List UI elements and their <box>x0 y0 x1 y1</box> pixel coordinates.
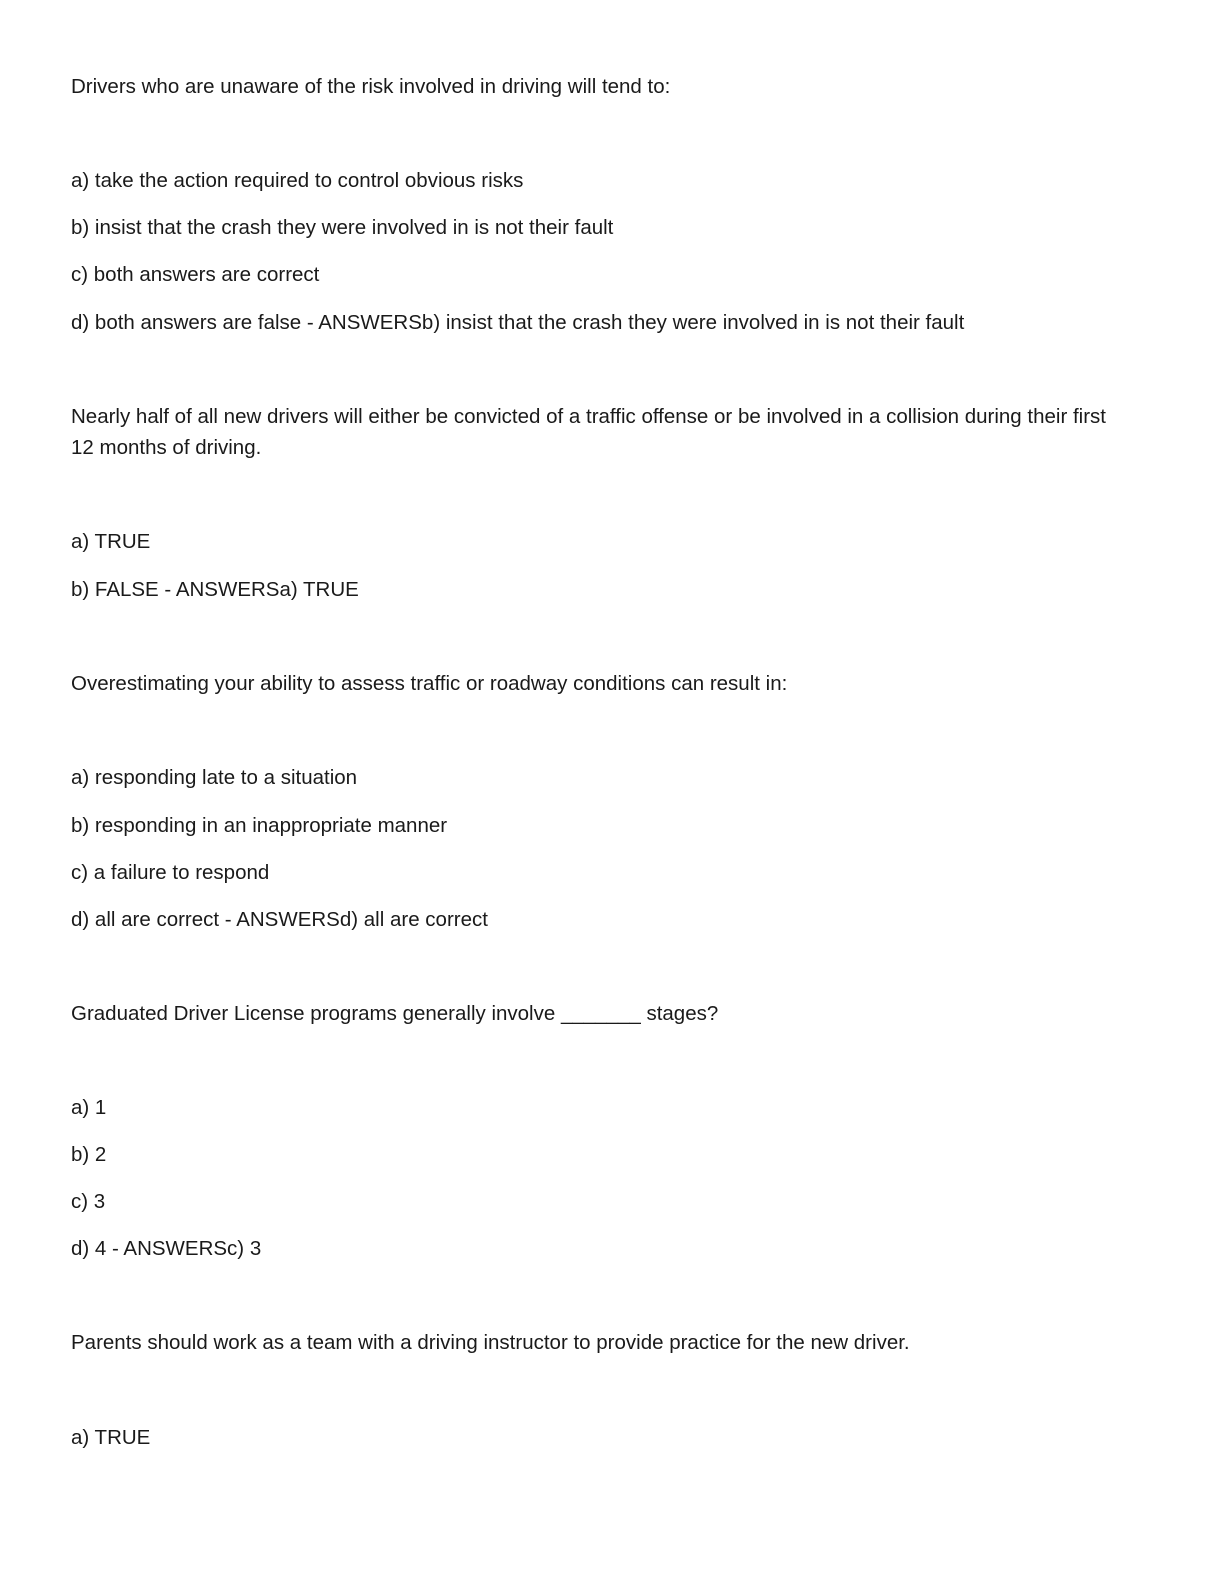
answer-option: d) 4 - ANSWERSc) 3 <box>71 1237 262 1260</box>
question-prompt: Nearly half of all new drivers will either be convicted of a traffic offense or be involved in a collision during their first 12 months of driving. <box>71 405 1106 459</box>
answer-option: c) both answers are correct <box>71 263 320 286</box>
answer-option: a) 1 <box>71 1096 107 1119</box>
answer-option: b) FALSE - ANSWERSa) TRUE <box>71 578 359 601</box>
answer-option: b) responding in an inappropriate manner <box>71 814 448 837</box>
question-prompt: Parents should work as a team with a driving instructor to provide practice for the new driver. <box>71 1331 910 1354</box>
answer-option: b) 2 <box>71 1143 107 1166</box>
question-prompt: Overestimating your ability to assess traffic or roadway conditions can result in: <box>71 672 788 695</box>
answer-option: b) insist that the crash they were involved in is not their fault <box>71 216 614 239</box>
answer-option: a) TRUE <box>71 530 151 553</box>
answer-option: c) a failure to respond <box>71 861 270 884</box>
answer-option: a) responding late to a situation <box>71 766 358 789</box>
answer-option: d) both answers are false - ANSWERSb) insist that the crash they were involved in is not their fault <box>71 311 965 334</box>
answer-option: a) take the action required to control obvious risks <box>71 169 524 192</box>
answer-option: a) TRUE <box>71 1426 151 1449</box>
question-prompt: Graduated Driver License programs generally involve _______ stages? <box>71 1002 719 1025</box>
answer-option: d) all are correct - ANSWERSd) all are correct <box>71 908 488 931</box>
question-prompt: Drivers who are unaware of the risk involved in driving will tend to: <box>71 75 671 98</box>
answer-option: c) 3 <box>71 1190 106 1213</box>
